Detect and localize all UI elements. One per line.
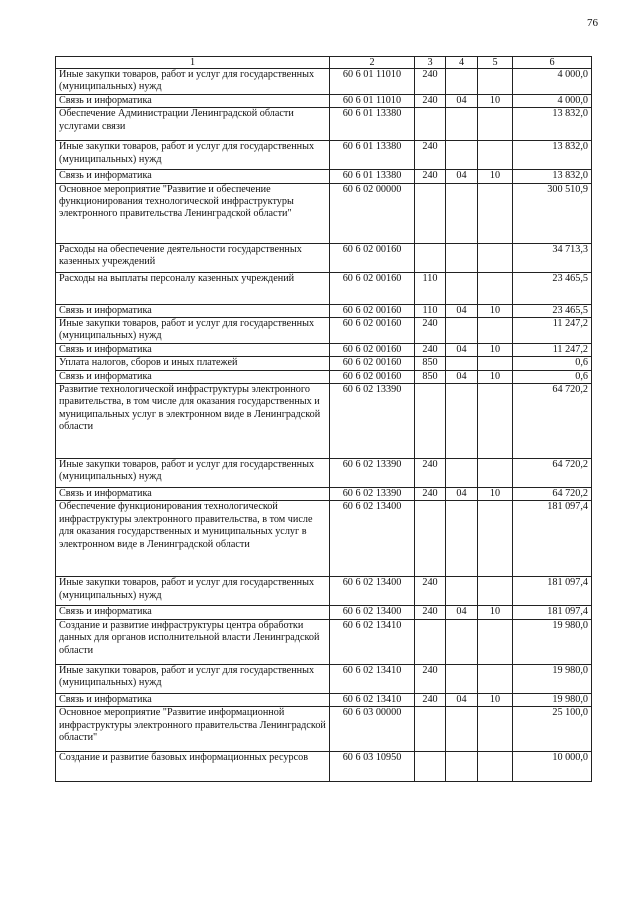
table-row bbox=[56, 752, 592, 782]
amount-cell: 19 980,0 bbox=[513, 664, 592, 693]
target-code-cell: 60 6 03 00000 bbox=[330, 707, 415, 752]
table-row bbox=[56, 488, 592, 501]
table-row bbox=[56, 664, 592, 693]
table-row bbox=[56, 357, 592, 370]
amount-cell: 13 832,0 bbox=[513, 141, 592, 170]
subsection-cell bbox=[478, 459, 513, 488]
expense-type-cell: 240 bbox=[415, 664, 446, 693]
section-cell: 04 bbox=[446, 343, 478, 356]
section-cell bbox=[446, 707, 478, 752]
item-name-cell: Связь и информатика bbox=[56, 170, 330, 183]
header-col-2: 2 bbox=[330, 57, 415, 69]
target-code-cell: 60 6 02 13410 bbox=[330, 664, 415, 693]
section-cell bbox=[446, 752, 478, 782]
table-row bbox=[56, 108, 592, 141]
item-name-cell: Связь и информатика bbox=[56, 304, 330, 317]
target-code-cell: 60 6 02 00160 bbox=[330, 343, 415, 356]
item-name-cell: Связь и информатика bbox=[56, 693, 330, 706]
item-name-cell: Основное мероприятие "Развитие и обеспечение функционирования технологической инфраструктуры электронного правительства Ленинградской области" bbox=[56, 183, 330, 243]
expense-type-cell: 850 bbox=[415, 357, 446, 370]
section-cell bbox=[446, 69, 478, 95]
item-name-cell: Основное мероприятие "Развитие информационной инфраструктуры электронного правительства Ленинградской области" bbox=[56, 707, 330, 752]
target-code-cell: 60 6 01 13380 bbox=[330, 141, 415, 170]
subsection-cell bbox=[478, 384, 513, 459]
target-code-cell: 60 6 02 13400 bbox=[330, 501, 415, 577]
subsection-cell: 10 bbox=[478, 94, 513, 107]
subsection-cell bbox=[478, 357, 513, 370]
section-cell bbox=[446, 108, 478, 141]
table-row bbox=[56, 141, 592, 170]
amount-cell: 11 247,2 bbox=[513, 343, 592, 356]
amount-cell: 64 720,2 bbox=[513, 488, 592, 501]
target-code-cell: 60 6 01 11010 bbox=[330, 94, 415, 107]
target-code-cell: 60 6 02 13410 bbox=[330, 693, 415, 706]
amount-cell: 23 465,5 bbox=[513, 304, 592, 317]
amount-cell: 23 465,5 bbox=[513, 272, 592, 304]
subsection-cell: 10 bbox=[478, 606, 513, 619]
amount-cell: 19 980,0 bbox=[513, 693, 592, 706]
amount-cell: 11 247,2 bbox=[513, 318, 592, 344]
table-row bbox=[56, 577, 592, 606]
amount-cell: 4 000,0 bbox=[513, 69, 592, 95]
table-row bbox=[56, 318, 592, 344]
subsection-cell bbox=[478, 108, 513, 141]
table-row bbox=[56, 343, 592, 356]
expense-type-cell: 110 bbox=[415, 272, 446, 304]
section-cell: 04 bbox=[446, 606, 478, 619]
header-col-4: 4 bbox=[446, 57, 478, 69]
expense-type-cell bbox=[415, 501, 446, 577]
expense-type-cell: 240 bbox=[415, 170, 446, 183]
target-code-cell: 60 6 02 13390 bbox=[330, 384, 415, 459]
header-row bbox=[56, 57, 592, 69]
section-cell: 04 bbox=[446, 170, 478, 183]
table-row bbox=[56, 707, 592, 752]
expense-type-cell bbox=[415, 183, 446, 243]
target-code-cell: 60 6 02 00160 bbox=[330, 243, 415, 272]
expense-type-cell: 240 bbox=[415, 343, 446, 356]
header-col-3: 3 bbox=[415, 57, 446, 69]
subsection-cell bbox=[478, 243, 513, 272]
expense-type-cell: 240 bbox=[415, 69, 446, 95]
section-cell bbox=[446, 272, 478, 304]
target-code-cell: 60 6 01 13380 bbox=[330, 108, 415, 141]
subsection-cell: 10 bbox=[478, 304, 513, 317]
amount-cell: 34 713,3 bbox=[513, 243, 592, 272]
table-row bbox=[56, 69, 592, 95]
subsection-cell bbox=[478, 707, 513, 752]
section-cell: 04 bbox=[446, 488, 478, 501]
subsection-cell bbox=[478, 664, 513, 693]
section-cell bbox=[446, 664, 478, 693]
expense-type-cell: 240 bbox=[415, 141, 446, 170]
section-cell: 04 bbox=[446, 370, 478, 383]
amount-cell: 300 510,9 bbox=[513, 183, 592, 243]
expense-type-cell: 240 bbox=[415, 459, 446, 488]
expense-type-cell: 240 bbox=[415, 488, 446, 501]
expense-type-cell bbox=[415, 752, 446, 782]
target-code-cell: 60 6 02 13400 bbox=[330, 577, 415, 606]
expense-type-cell: 240 bbox=[415, 693, 446, 706]
subsection-cell: 10 bbox=[478, 343, 513, 356]
item-name-cell: Иные закупки товаров, работ и услуг для государственных (муниципальных) нужд bbox=[56, 459, 330, 488]
target-code-cell: 60 6 02 00160 bbox=[330, 370, 415, 383]
section-cell bbox=[446, 183, 478, 243]
item-name-cell: Связь и информатика bbox=[56, 94, 330, 107]
subsection-cell bbox=[478, 577, 513, 606]
section-cell bbox=[446, 577, 478, 606]
subsection-cell bbox=[478, 69, 513, 95]
target-code-cell: 60 6 02 00160 bbox=[330, 318, 415, 344]
subsection-cell bbox=[478, 501, 513, 577]
table-row bbox=[56, 94, 592, 107]
amount-cell: 181 097,4 bbox=[513, 577, 592, 606]
item-name-cell: Создание и развитие базовых информационных ресурсов bbox=[56, 752, 330, 782]
table-row bbox=[56, 384, 592, 459]
expense-type-cell bbox=[415, 707, 446, 752]
section-cell bbox=[446, 619, 478, 664]
subsection-cell: 10 bbox=[478, 170, 513, 183]
item-name-cell: Связь и информатика bbox=[56, 488, 330, 501]
target-code-cell: 60 6 02 00160 bbox=[330, 272, 415, 304]
table-row bbox=[56, 619, 592, 664]
table-row bbox=[56, 501, 592, 577]
target-code-cell: 60 6 01 13380 bbox=[330, 170, 415, 183]
item-name-cell: Иные закупки товаров, работ и услуг для государственных (муниципальных) нужд bbox=[56, 69, 330, 95]
item-name-cell: Иные закупки товаров, работ и услуг для государственных (муниципальных) нужд bbox=[56, 318, 330, 344]
header-col-5: 5 bbox=[478, 57, 513, 69]
expense-type-cell bbox=[415, 619, 446, 664]
expense-type-cell: 240 bbox=[415, 577, 446, 606]
header-col-6: 6 bbox=[513, 57, 592, 69]
target-code-cell: 60 6 02 00160 bbox=[330, 357, 415, 370]
expense-type-cell bbox=[415, 384, 446, 459]
table-row bbox=[56, 304, 592, 317]
expense-type-cell: 850 bbox=[415, 370, 446, 383]
section-cell bbox=[446, 318, 478, 344]
amount-cell: 64 720,2 bbox=[513, 459, 592, 488]
amount-cell: 13 832,0 bbox=[513, 108, 592, 141]
item-name-cell: Иные закупки товаров, работ и услуг для государственных (муниципальных) нужд bbox=[56, 664, 330, 693]
amount-cell: 181 097,4 bbox=[513, 606, 592, 619]
table-row bbox=[56, 170, 592, 183]
subsection-cell bbox=[478, 318, 513, 344]
amount-cell: 64 720,2 bbox=[513, 384, 592, 459]
section-cell bbox=[446, 243, 478, 272]
subsection-cell bbox=[478, 272, 513, 304]
item-name-cell: Создание и развитие инфраструктуры центра обработки данных для органов исполнительной власти Ленинградской области bbox=[56, 619, 330, 664]
item-name-cell: Обеспечение Администрации Ленинградской области услугами связи bbox=[56, 108, 330, 141]
item-name-cell: Уплата налогов, сборов и иных платежей bbox=[56, 357, 330, 370]
item-name-cell: Расходы на обеспечение деятельности государственных казенных учреждений bbox=[56, 243, 330, 272]
expense-type-cell: 240 bbox=[415, 318, 446, 344]
item-name-cell: Развитие технологической инфраструктуры электронного правительства, в том числе для оказания государственных и муниципальных услуг в электронном виде в Ленинградской области bbox=[56, 384, 330, 459]
subsection-cell bbox=[478, 619, 513, 664]
page-number: 76 bbox=[587, 17, 598, 29]
section-cell bbox=[446, 501, 478, 577]
section-cell bbox=[446, 459, 478, 488]
section-cell bbox=[446, 357, 478, 370]
amount-cell: 4 000,0 bbox=[513, 94, 592, 107]
table-body bbox=[56, 69, 592, 782]
subsection-cell bbox=[478, 183, 513, 243]
amount-cell: 25 100,0 bbox=[513, 707, 592, 752]
amount-cell: 181 097,4 bbox=[513, 501, 592, 577]
item-name-cell: Связь и информатика bbox=[56, 370, 330, 383]
table-row bbox=[56, 459, 592, 488]
amount-cell: 10 000,0 bbox=[513, 752, 592, 782]
subsection-cell: 10 bbox=[478, 693, 513, 706]
table-row bbox=[56, 693, 592, 706]
amount-cell: 19 980,0 bbox=[513, 619, 592, 664]
amount-cell: 0,6 bbox=[513, 370, 592, 383]
section-cell bbox=[446, 141, 478, 170]
budget-table bbox=[55, 56, 592, 782]
section-cell: 04 bbox=[446, 94, 478, 107]
target-code-cell: 60 6 02 13390 bbox=[330, 488, 415, 501]
target-code-cell: 60 6 02 00160 bbox=[330, 304, 415, 317]
amount-cell: 0,6 bbox=[513, 357, 592, 370]
item-name-cell: Связь и информатика bbox=[56, 606, 330, 619]
target-code-cell: 60 6 03 10950 bbox=[330, 752, 415, 782]
item-name-cell: Связь и информатика bbox=[56, 343, 330, 356]
expense-type-cell bbox=[415, 108, 446, 141]
section-cell bbox=[446, 384, 478, 459]
target-code-cell: 60 6 02 13400 bbox=[330, 606, 415, 619]
table-row bbox=[56, 606, 592, 619]
expense-type-cell: 240 bbox=[415, 94, 446, 107]
subsection-cell bbox=[478, 141, 513, 170]
table-row bbox=[56, 243, 592, 272]
table-row bbox=[56, 183, 592, 243]
section-cell: 04 bbox=[446, 693, 478, 706]
target-code-cell: 60 6 02 13410 bbox=[330, 619, 415, 664]
subsection-cell: 10 bbox=[478, 488, 513, 501]
target-code-cell: 60 6 02 00000 bbox=[330, 183, 415, 243]
item-name-cell: Иные закупки товаров, работ и услуг для государственных (муниципальных) нужд bbox=[56, 141, 330, 170]
item-name-cell: Иные закупки товаров, работ и услуг для государственных (муниципальных) нужд bbox=[56, 577, 330, 606]
expense-type-cell: 110 bbox=[415, 304, 446, 317]
item-name-cell: Обеспечение функционирования технологической инфраструктуры электронного правительства, в том числе для оказания государственных и муниципальных услуг в электронном виде в Ленинградской области bbox=[56, 501, 330, 577]
subsection-cell: 10 bbox=[478, 370, 513, 383]
expense-type-cell: 240 bbox=[415, 606, 446, 619]
subsection-cell bbox=[478, 752, 513, 782]
target-code-cell: 60 6 01 11010 bbox=[330, 69, 415, 95]
header-col-1: 1 bbox=[56, 57, 330, 69]
section-cell: 04 bbox=[446, 304, 478, 317]
amount-cell: 13 832,0 bbox=[513, 170, 592, 183]
table-row bbox=[56, 370, 592, 383]
item-name-cell: Расходы на выплаты персоналу казенных учреждений bbox=[56, 272, 330, 304]
expense-type-cell bbox=[415, 243, 446, 272]
target-code-cell: 60 6 02 13390 bbox=[330, 459, 415, 488]
table-row bbox=[56, 272, 592, 304]
